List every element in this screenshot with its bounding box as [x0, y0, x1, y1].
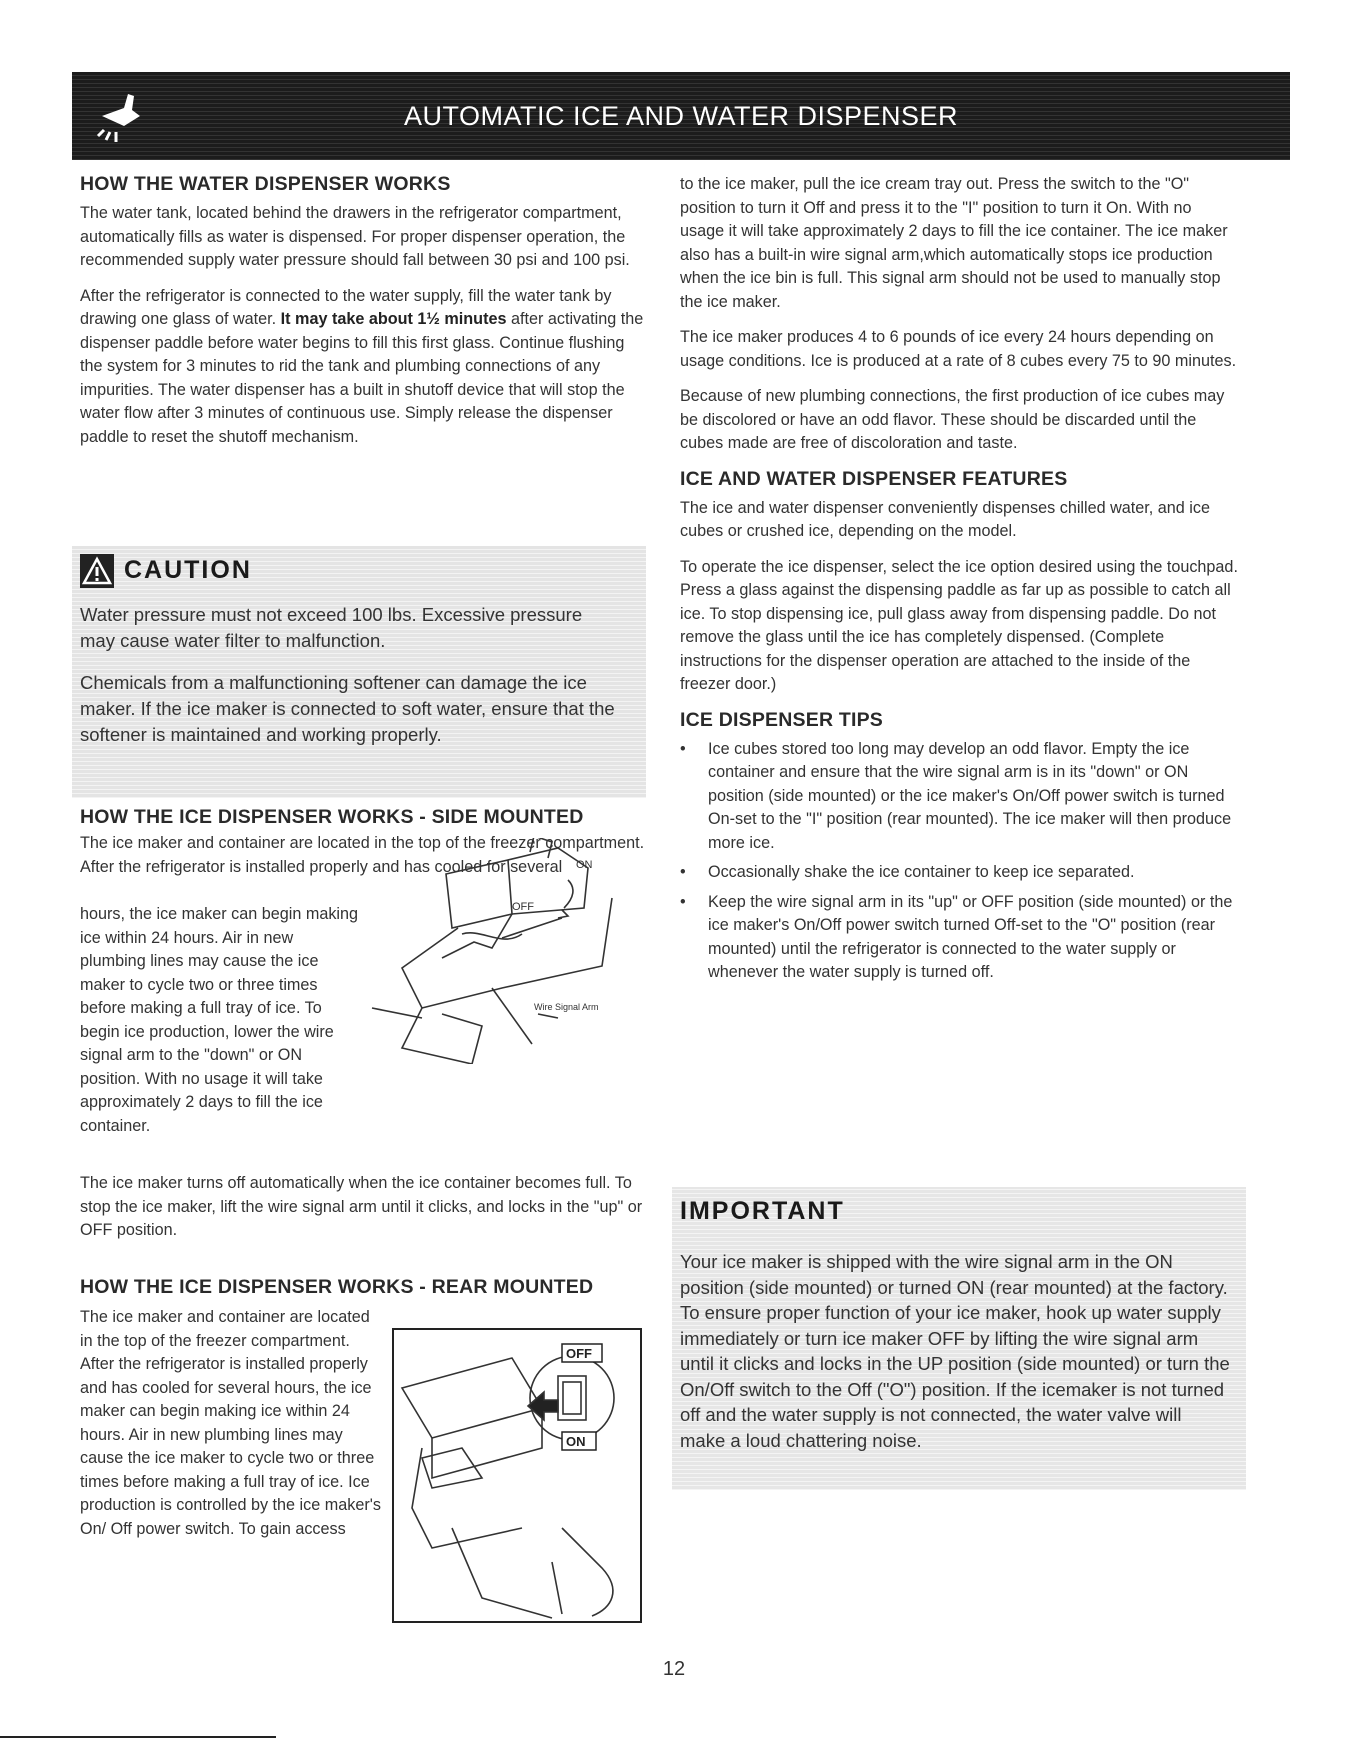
- caution-title: CAUTION: [124, 556, 252, 584]
- bullet: •: [680, 739, 686, 758]
- rear-mounted-ice-maker-illustration: [392, 1328, 642, 1623]
- caution-box: [72, 546, 646, 798]
- figure-label-on: ON: [576, 859, 593, 871]
- figure-label-off: OFF: [512, 901, 534, 913]
- side-mounted-wrap-text: hours, the ice maker can begin making ice within 24 hours. Air in new plumbing lines may cause the ice maker to cycle two or three times before making a full tray of ice. To begin ice production, lower the wire signal arm to the "down" or ON position. With no usage it will take approximately 2 days to fill the ice container.: [80, 905, 359, 1135]
- text-span: After the refrigerator is connected to the water supply, fill the water tank by drawing one glass of water.: [80, 286, 612, 328]
- water-dispenser-paragraph-2: [80, 285, 645, 450]
- water-dispenser-paragraph-1: The water tank, located behind the drawers in the refrigerator compartment, automatically fills as water is dispensed. For proper dispenser operation, the recommended supply water pressure should fall between 30 psi and 100 psi.: [80, 204, 630, 269]
- side-mounted-heading: HOW THE ICE DISPENSER WORKS - SIDE MOUNTED: [80, 806, 584, 828]
- features-paragraph-1: The ice and water dispenser conveniently dispenses chilled water, and ice cubes or crushed ice, depending on the model.: [680, 498, 1210, 540]
- ice-maker-paragraph-3: Because of new plumbing connections, the first production of ice cubes may be discolored or have an odd flavor. These should be discarded until the cubes made are free of discoloration and taste.: [680, 387, 1225, 452]
- features-paragraph-2: To operate the ice dispenser, select the ice option desired using the touchpad. Press a glass against the dispensing paddle as far up as possible to catch all ice. To stop dispensing ice, pull glass away from dispensing paddle. Do not remove the glass until the ice has completely dispensed. (Complete instructions for the dispenser operation are attached to the inside of the freezer door.): [680, 557, 1238, 693]
- rear-mounted-text: The ice maker and container are located in the top of the freezer compartment. After the refrigerator is installed properly and has cooled for several hours, the ice maker can begin making ice within 24 hours. Air in new plumbing lines may cause the ice maker to cycle two or three times before making a full tray of ice. Ice production is controlled by the ice maker's On/ Off power switch. To gain access: [80, 1308, 381, 1538]
- figure-label-wire-arm: Wire Signal Arm: [534, 1002, 599, 1012]
- tip-text: Occasionally shake the ice container to keep ice separated.: [708, 863, 1135, 881]
- page-number: 12: [662, 1658, 686, 1680]
- figure-label-on: ON: [566, 1434, 586, 1449]
- tip-text: Ice cubes stored too long may develop an odd flavor. Empty the ice container and ensure that the wire signal arm is in its "down" or ON position (side mounted) or the ice maker's On/Off power switch is turned On-set to the "I" position (rear mounted). The ice maker will then produce more ice.: [708, 739, 1232, 852]
- important-title: IMPORTANT: [680, 1197, 845, 1225]
- ice-maker-paragraph-1: to the ice maker, pull the ice cream tray out. Press the switch to the "O" position to turn it Off and press it to the "I" position to turn it On. With no usage it will take approximately 2 days to fill the ice container. The ice maker also has a built-in wire signal arm,which automatically stops ice production when the ice bin is full. This signal arm should not be used to manually stop the ice maker.: [680, 175, 1228, 311]
- list-item: [680, 738, 1240, 856]
- section-banner: [72, 72, 1290, 160]
- water-dispenser-section: [80, 173, 645, 461]
- text-span: after activating the dispenser paddle before water begins to fill this first glass. Continue flushing the system for 3 minutes to rid the tank and plumbing connections of any impurities. The water dispenser has a built in shutoff device that will stop the water flow after 3 minutes of continuous use. Simply release the dispenser paddle to reset the shutoff mechanism.: [80, 310, 644, 446]
- bullet: •: [680, 863, 686, 881]
- tip-text: Keep the wire signal arm in its "up" or OFF position (side mounted) or the ice maker's On/Off power switch turned Off-set to the "O" position (rear mounted) until the refrigerator is connected to the water supply or whenever the water supply is turned off.: [708, 892, 1233, 981]
- tips-list: [680, 738, 1240, 985]
- list-item: [680, 861, 1240, 885]
- features-heading: ICE AND WATER DISPENSER FEATURES: [680, 467, 1068, 490]
- figure-label-off: OFF: [566, 1346, 592, 1361]
- footer-rule: [0, 1736, 276, 1738]
- bold-text: It may take about 1½ minutes: [280, 310, 507, 328]
- list-item: [680, 891, 1240, 985]
- caution-text-2: Chemicals from a malfunctioning softener can damage the ice maker. If the ice maker is connected to soft water, ensure that the softener is maintained and working properly.: [80, 672, 615, 745]
- water-dispenser-heading: HOW THE WATER DISPENSER WORKS: [80, 173, 451, 195]
- rear-mounted-heading: HOW THE ICE DISPENSER WORKS - REAR MOUNTED: [80, 1276, 594, 1298]
- important-box: [672, 1187, 1246, 1490]
- warning-triangle-icon: [80, 554, 114, 588]
- side-mounted-after-text: The ice maker turns off automatically when the ice container becomes full. To stop the ice maker, lift the wire signal arm until it clicks, and locks in the "up" or OFF position.: [80, 1174, 643, 1239]
- ice-maker-paragraph-2: The ice maker produces 4 to 6 pounds of ice every 24 hours depending on usage conditions. Ice is produced at a rate of 8 cubes every 75 to 90 minutes.: [680, 328, 1237, 370]
- important-text: Your ice maker is shipped with the wire signal arm in the ON position (side mounted) or turned ON (rear mounted) at the factory. To ensure proper function of your ice maker, hook up water supply immediately or turn ice maker OFF by lifting the wire signal arm until it clicks and locks in the UP position (side mounted) or turn the On/Off switch to the Off ("O") position. If the icemaker is not turned off and the water supply is not connected, the water valve will make a loud chattering noise.: [680, 1251, 1230, 1451]
- bullet: •: [680, 892, 686, 911]
- right-column: [680, 173, 1240, 991]
- side-mounted-intro: The ice maker and container are located in the top of the freezer compartment. After the refrigerator is installed properly and has cooled for several: [80, 834, 645, 876]
- side-mounted-ice-maker-illustration: [362, 838, 642, 1064]
- caution-text-1: Water pressure must not exceed 100 lbs. Excessive pressure may cause water filter to malfunction.: [80, 604, 583, 651]
- page-title: AUTOMATIC ICE AND WATER DISPENSER: [403, 101, 959, 131]
- tips-heading: ICE DISPENSER TIPS: [680, 708, 883, 731]
